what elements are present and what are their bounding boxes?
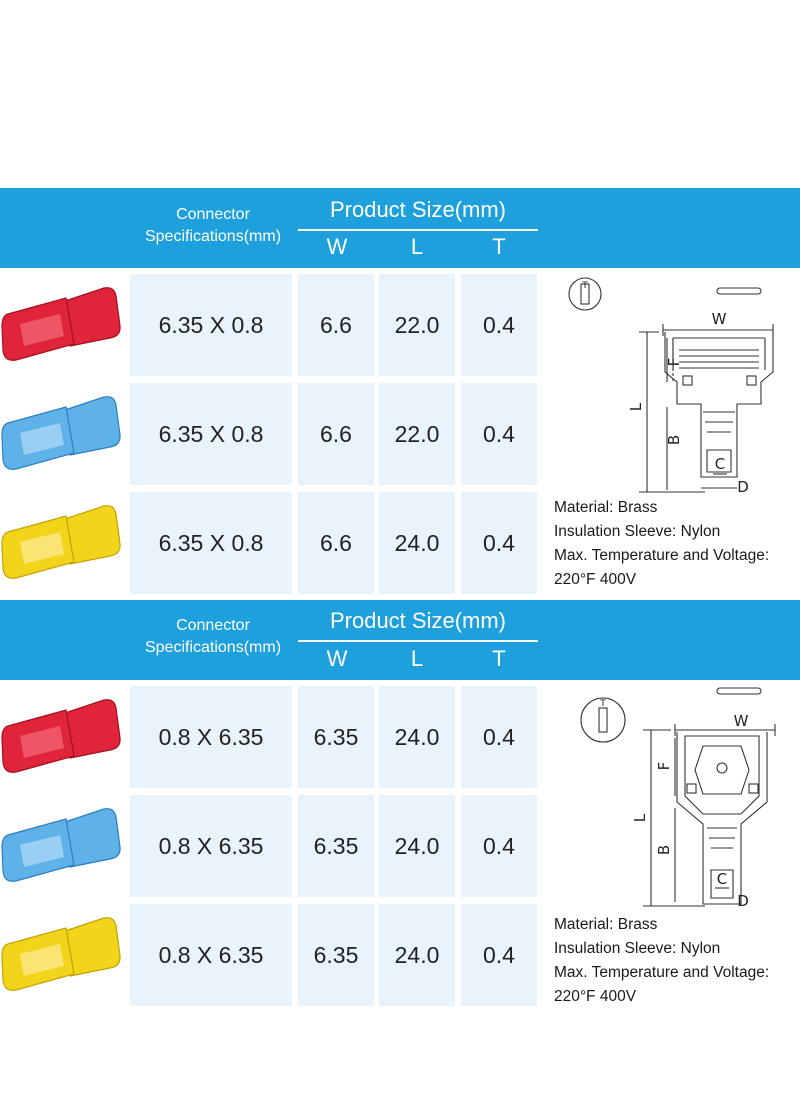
max-rating-label: Max. Temperature and Voltage: bbox=[554, 964, 770, 981]
spec-cell: 6.35 X 0.8 bbox=[130, 492, 292, 594]
t-cell: 0.4 bbox=[461, 383, 537, 485]
w-cell: 6.6 bbox=[298, 383, 374, 485]
col-l-header: L bbox=[410, 234, 424, 259]
t-cell: 0.4 bbox=[461, 274, 537, 376]
l-cell: 22.0 bbox=[379, 383, 455, 485]
w-cell: 6.6 bbox=[298, 492, 374, 594]
diagram-label-c: C bbox=[716, 870, 728, 888]
material-text: Material: Brass bbox=[554, 916, 658, 933]
red-connector-image bbox=[0, 274, 122, 376]
w-cell: 6.35 bbox=[298, 904, 374, 1006]
diagram-label-b: B bbox=[665, 434, 683, 446]
diagram-label-c: C bbox=[714, 455, 726, 473]
col-l-header: L bbox=[410, 646, 424, 671]
col-t-header: T bbox=[492, 646, 506, 671]
material-text: Material: Brass bbox=[554, 499, 658, 516]
red-connector-image bbox=[0, 686, 122, 788]
w-cell: 6.35 bbox=[298, 795, 374, 897]
spec-cell: 0.8 X 6.35 bbox=[130, 795, 292, 897]
spec-header-line1: Connector bbox=[176, 617, 250, 634]
connector-dimension-diagram bbox=[555, 684, 795, 909]
diagram-label-l: L bbox=[627, 402, 645, 412]
product-size-header: Product Size(mm) bbox=[329, 197, 507, 222]
diagram-label-t: T bbox=[582, 281, 588, 291]
diagram-label-l: L bbox=[631, 813, 649, 823]
t-cell: 0.4 bbox=[461, 686, 537, 788]
spec-cell: 0.8 X 6.35 bbox=[130, 686, 292, 788]
blue-connector-image bbox=[0, 383, 122, 485]
material-notes bbox=[554, 496, 800, 592]
max-rating-value: 220°F 400V bbox=[554, 988, 637, 1005]
yellow-connector-image bbox=[0, 904, 122, 1006]
diagram-label-f: F bbox=[665, 357, 683, 367]
l-cell: 22.0 bbox=[379, 274, 455, 376]
l-cell: 24.0 bbox=[379, 686, 455, 788]
spec-header bbox=[130, 204, 296, 248]
l-cell: 24.0 bbox=[379, 492, 455, 594]
spec-header-line2: Specifications(mm) bbox=[144, 639, 282, 656]
insulation-text: Insulation Sleeve: Nylon bbox=[554, 523, 721, 540]
l-cell: 24.0 bbox=[379, 904, 455, 1006]
blue-connector-image bbox=[0, 795, 122, 897]
diagram-label-t: T bbox=[600, 699, 606, 709]
t-cell: 0.4 bbox=[461, 492, 537, 594]
col-w-header: W bbox=[326, 234, 348, 259]
connector-dimension-diagram bbox=[555, 272, 795, 497]
diagram-label-w: W bbox=[733, 712, 749, 730]
yellow-connector-image bbox=[0, 492, 122, 594]
spec-cell: 6.35 X 0.8 bbox=[130, 274, 292, 376]
spec-header-line1: Connector bbox=[176, 206, 250, 223]
material-notes bbox=[554, 913, 800, 1009]
col-t-header: T bbox=[492, 234, 506, 259]
product-size-divider bbox=[298, 640, 538, 642]
spec-cell: 6.35 X 0.8 bbox=[130, 383, 292, 485]
spec-cell: 0.8 X 6.35 bbox=[130, 904, 292, 1006]
product-size-divider bbox=[298, 229, 538, 231]
w-cell: 6.35 bbox=[298, 686, 374, 788]
product-size-header: Product Size(mm) bbox=[329, 608, 507, 633]
t-cell: 0.4 bbox=[461, 904, 537, 1006]
diagram-label-d: D bbox=[737, 478, 749, 496]
t-cell: 0.4 bbox=[461, 795, 537, 897]
max-rating-label: Max. Temperature and Voltage: bbox=[554, 547, 770, 564]
max-rating-value: 220°F 400V bbox=[554, 571, 637, 588]
spec-header-line2: Specifications(mm) bbox=[144, 228, 282, 245]
diagram-label-b: B bbox=[655, 844, 673, 856]
diagram-label-f: F bbox=[655, 761, 673, 771]
l-cell: 24.0 bbox=[379, 795, 455, 897]
diagram-label-w: W bbox=[711, 310, 727, 328]
w-cell: 6.6 bbox=[298, 274, 374, 376]
diagram-label-d: D bbox=[737, 892, 749, 909]
col-w-header: W bbox=[326, 646, 348, 671]
spec-header bbox=[130, 615, 296, 659]
insulation-text: Insulation Sleeve: Nylon bbox=[554, 940, 721, 957]
